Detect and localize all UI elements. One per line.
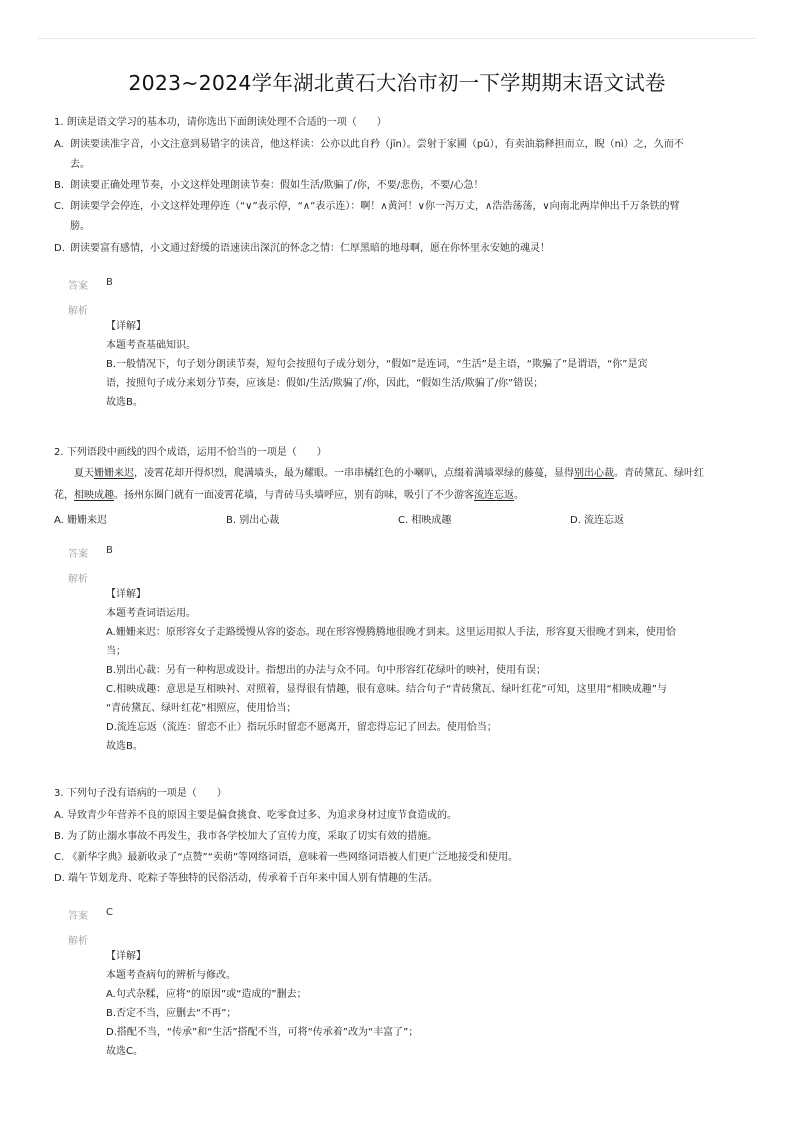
- option-text-continued: 膀。: [70, 221, 90, 232]
- option-text: 朗读要学会停连，小文这样处理停连（“∨”表示停，“∧”表示连）：啊！∧黄河！∨你一泻万丈，∧浩浩荡荡，∨向南北两岸伸出千万条铁的臂: [70, 201, 680, 212]
- question-3-option-b: B. 为了防止溺水事故不再发生，我市各学校加大了宣传力度，采取了切实有效的措施。: [54, 831, 438, 842]
- analysis-line: 语，按照句子成分来划分节奏，应该是：假如/生活/欺骗了/你，因此，“假如生活/欺骗了/你”错误；: [106, 378, 544, 389]
- question-3-option-d: D. 端午节划龙舟、吃粽子等独特的民俗活动，传承着千百年来中国人别有情趣的生活。: [54, 873, 439, 884]
- question-2-option-b: B. 别出心裁: [226, 515, 280, 526]
- question-2-stem: 2. 下列语段中画线的四个成语，运用不恰当的一项是（ ）: [54, 447, 327, 458]
- passage-text: 花，: [54, 490, 74, 501]
- option-letter: B.: [54, 180, 65, 191]
- question-2-analysis: [106, 585, 721, 756]
- analysis-line: 本题考查病句的辨析与修改。: [106, 970, 236, 981]
- option-letter: A.: [54, 139, 64, 150]
- question-2-answer: B: [106, 545, 113, 556]
- option-text: 朗读要富有感情，小文通过舒缓的语速读出深沉的怀念之情：仁厚黑暗的地母啊，愿在你怀里永安她的魂灵！: [70, 243, 550, 254]
- analysis-line: “青砖黛瓦、绿叶红花”相照应，使用恰当；: [106, 703, 297, 714]
- analysis-line: B.一般情况下，句子划分朗读节奏，短句会按照句子成分划分，“假如”是连词，“生活”是主语，“欺骗了”是谓语，“你”是宾: [106, 359, 648, 370]
- question-2-passage: [54, 463, 744, 507]
- question-3-analysis: [106, 947, 721, 1061]
- analysis-label: 解析: [68, 306, 88, 317]
- option-letter: D.: [54, 243, 65, 254]
- option-letter: C.: [54, 201, 65, 212]
- question-1-stem: 1. 朗读是语文学习的基本功，请你选出下面朗读处理不合适的一项（ ）: [54, 117, 387, 128]
- question-1-answer: B: [106, 277, 113, 288]
- answer-label: 答案: [68, 281, 88, 292]
- analysis-line: A.姗姗来迟：原形容女子走路缓慢从容的姿态。现在形容慢腾腾地很晚才到来。这里运用拟人手法，形容夏天很晚才到来，使用恰: [106, 627, 676, 638]
- analysis-label: 解析: [68, 574, 88, 585]
- analysis-line: D.流连忘返（流连：留恋不止）指玩乐时留恋不愿离开，留恋得忘记了回去。使用恰当；: [106, 722, 497, 733]
- answer-label: 答案: [68, 549, 88, 560]
- analysis-line: 故选B。: [106, 741, 143, 752]
- analysis-line: 【详解】: [106, 951, 146, 962]
- question-1-option-c: [54, 196, 744, 237]
- analysis-line: 故选B。: [106, 397, 143, 408]
- analysis-line: C.相映成趣：意思是互相映衬、对照着，显得很有情趣，很有意味。结合句子“青砖黛瓦、绿叶红花”可知，这里用“相映成趣”与: [106, 684, 667, 695]
- passage-text: ，凌霄花却开得炽烈，爬满墙头，最为耀眼。一串串橘红色的小喇叭，点缀着满墙翠绿的藤蔓，显得: [134, 468, 574, 479]
- analysis-line: 【详解】: [106, 321, 146, 332]
- question-3-answer: C: [106, 907, 113, 918]
- question-3-stem: 3. 下列句子没有语病的一项是（ ）: [54, 788, 227, 799]
- analysis-line: B.别出心裁：另有一种构思或设计。指想出的办法与众不同。句中形容红花绿叶的映衬，使用有误；: [106, 665, 547, 676]
- question-3-option-c: C. 《新华字典》最新收录了“点赞”“卖萌”等网络词语，意味着一些网络词语被人们更广泛地接受和使用。: [54, 852, 519, 863]
- question-1-option-a: [54, 134, 744, 175]
- underlined-idiom: 相映成趣: [74, 490, 114, 501]
- option-text: 朗读要正确处理节奏，小文这样处理朗读节奏：假如生活/欺骗了/你，不要/悲伤，不要/心急！: [70, 180, 484, 191]
- passage-line: [54, 463, 744, 485]
- question-2-option-a: A. 姗姗来迟: [54, 515, 108, 526]
- passage-text: 。: [514, 490, 524, 501]
- analysis-line: B.否定不当，应删去“不再”；: [106, 1008, 237, 1019]
- analysis-line: 本题考查基础知识。: [106, 340, 196, 351]
- analysis-line: 【详解】: [106, 589, 146, 600]
- passage-text: 。扬州东圈门就有一面凌霄花墙，与青砖马头墙呼应，别有韵味，吸引了不少游客: [114, 490, 474, 501]
- answer-label: 答案: [68, 911, 88, 922]
- analysis-line: D.搭配不当，“传承”和“生活”搭配不当，可将“传承着”改为“丰富了”；: [106, 1027, 419, 1038]
- header-divider: [38, 38, 756, 39]
- passage-text: 。青砖黛瓦、绿叶红: [614, 468, 704, 479]
- question-2-option-c: C. 相映成趣: [398, 515, 452, 526]
- analysis-label: 解析: [68, 936, 88, 947]
- question-1-option-d: [54, 238, 744, 259]
- option-text: 朗读要读准字音，小文注意到易错字的读音，他这样读：公亦以此自矜（jīn）。尝射于家圃（pǔ），有卖油翁释担而立，睨（nì）之，久而不: [70, 139, 684, 150]
- underlined-idiom: 姗姗来迟: [94, 468, 134, 479]
- underlined-idiom: 流连忘返: [474, 490, 514, 501]
- option-text-continued: 去。: [70, 159, 90, 170]
- question-2-option-d: D. 流连忘返: [570, 515, 625, 526]
- passage-line: [54, 485, 744, 507]
- underlined-idiom: 别出心裁: [574, 468, 614, 479]
- page-title: 2023~2024学年湖北黄石大冶市初一下学期期末语文试卷: [128, 71, 666, 95]
- passage-text: 夏天: [74, 468, 94, 479]
- question-1-option-b: [54, 175, 744, 196]
- question-1-analysis: [106, 317, 721, 412]
- question-3-option-a: A. 导致青少年营养不良的原因主要是偏食挑食、吃零食过多、为追求身材过度节食造成的。: [54, 810, 458, 821]
- analysis-line: 当；: [106, 646, 126, 657]
- analysis-line: 故选C。: [106, 1046, 143, 1057]
- analysis-line: A.句式杂糅，应将“的原因”或“造成的”删去；: [106, 989, 307, 1000]
- analysis-line: 本题考查词语运用。: [106, 608, 196, 619]
